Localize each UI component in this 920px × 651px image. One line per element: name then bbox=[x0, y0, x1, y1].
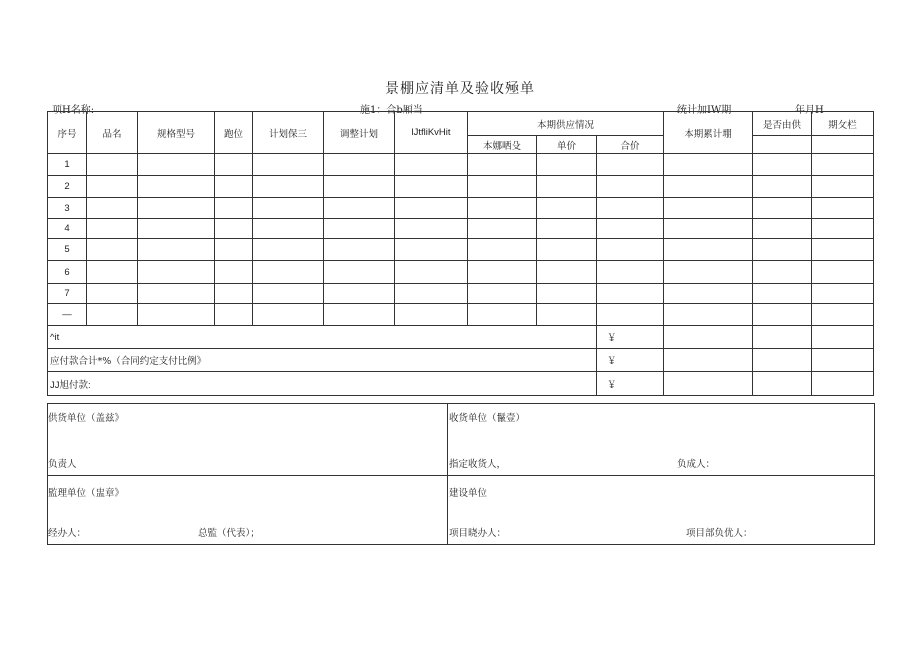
table-cell[interactable] bbox=[597, 261, 664, 284]
summary-cell[interactable] bbox=[812, 326, 874, 349]
table-row bbox=[48, 239, 874, 261]
table-cell[interactable] bbox=[253, 304, 324, 326]
table-body bbox=[48, 154, 874, 326]
summary-cell[interactable] bbox=[812, 349, 874, 372]
header-amount: 合价 bbox=[597, 136, 664, 154]
table-cell[interactable] bbox=[468, 198, 537, 219]
designated-receiver-label: 指定收货人， bbox=[449, 459, 507, 470]
header-unit: 跑位 bbox=[215, 112, 253, 154]
table-row bbox=[48, 304, 874, 326]
table-cell[interactable] bbox=[324, 198, 395, 219]
project-name-label: 项H名称: bbox=[52, 105, 95, 116]
table-cell[interactable] bbox=[468, 154, 537, 176]
table-cell[interactable] bbox=[537, 284, 597, 304]
table-cell[interactable] bbox=[87, 261, 138, 284]
table-cell[interactable] bbox=[664, 304, 753, 326]
table-cell[interactable] bbox=[537, 219, 597, 239]
header-unit-price: 单价 bbox=[537, 136, 597, 154]
table-row bbox=[48, 284, 874, 304]
table-cell[interactable] bbox=[324, 261, 395, 284]
table-cell[interactable] bbox=[753, 198, 812, 219]
header-adjust-plan: 调整计划 bbox=[324, 112, 395, 154]
signature-table bbox=[47, 403, 875, 545]
table-cell[interactable] bbox=[324, 176, 395, 198]
table-cell[interactable] bbox=[395, 154, 468, 176]
table-cell[interactable] bbox=[664, 176, 753, 198]
summary-cell[interactable] bbox=[664, 349, 753, 372]
table-cell[interactable] bbox=[138, 176, 215, 198]
table-cell[interactable] bbox=[138, 304, 215, 326]
table-cell[interactable] bbox=[468, 304, 537, 326]
table-cell[interactable] bbox=[597, 198, 664, 219]
table-row bbox=[48, 219, 874, 239]
header-current-supply: 本期供应情况 bbox=[468, 112, 664, 136]
table-cell[interactable] bbox=[812, 239, 874, 261]
project-handler-label: 项目晓办人： bbox=[449, 528, 507, 539]
table-row bbox=[48, 176, 874, 198]
table-cell[interactable] bbox=[395, 219, 468, 239]
table-cell[interactable] bbox=[253, 284, 324, 304]
summary-amount[interactable]: ￥ bbox=[597, 372, 664, 396]
table-cell[interactable] bbox=[812, 198, 874, 219]
table-cell[interactable] bbox=[253, 154, 324, 176]
table-cell[interactable] bbox=[395, 304, 468, 326]
table-cell[interactable] bbox=[537, 154, 597, 176]
supervisor-unit-label: 監理单位（盅章》 bbox=[48, 488, 125, 499]
row-seq: 2 bbox=[48, 176, 87, 198]
table-cell[interactable] bbox=[664, 198, 753, 219]
receiver-unit-label: 收货单位（鬣壹） bbox=[449, 413, 526, 424]
table-cell[interactable] bbox=[138, 219, 215, 239]
table-cell[interactable] bbox=[215, 239, 253, 261]
chief-supervisor-label: 总監（代表）； bbox=[198, 528, 260, 539]
table-cell[interactable] bbox=[753, 261, 812, 284]
table-cell[interactable] bbox=[812, 154, 874, 176]
supply-table bbox=[47, 111, 874, 396]
table-cell[interactable] bbox=[664, 154, 753, 176]
table-row bbox=[48, 261, 874, 284]
table-cell[interactable] bbox=[537, 198, 597, 219]
table-cell[interactable] bbox=[253, 198, 324, 219]
header-period-total: 本期累计堋 bbox=[664, 112, 753, 154]
table-cell[interactable] bbox=[324, 154, 395, 176]
table-cell[interactable] bbox=[324, 219, 395, 239]
summary-cell[interactable] bbox=[664, 372, 753, 396]
table-cell[interactable] bbox=[812, 284, 874, 304]
header-current-qty: 本娜哂殳 bbox=[468, 136, 537, 154]
header-spec: 规格型号 bbox=[138, 112, 215, 154]
date-label: 年月H bbox=[795, 105, 824, 116]
table-cell[interactable] bbox=[253, 239, 324, 261]
summary-label: ^it bbox=[48, 326, 597, 349]
table-cell[interactable] bbox=[753, 239, 812, 261]
summary-row bbox=[48, 326, 874, 349]
supervisor-signature-cell bbox=[48, 476, 448, 545]
table-cell[interactable] bbox=[537, 239, 597, 261]
table-row bbox=[48, 154, 874, 176]
row-seq: 3 bbox=[48, 198, 87, 219]
row-seq: 1 bbox=[48, 154, 87, 176]
table-cell[interactable] bbox=[395, 239, 468, 261]
header-seq: 序号 bbox=[48, 112, 87, 154]
supplier-signature-cell bbox=[48, 404, 448, 476]
table-cell[interactable] bbox=[215, 219, 253, 239]
table-cell[interactable] bbox=[215, 198, 253, 219]
handler-label: 经办人： bbox=[48, 528, 87, 539]
table-cell[interactable] bbox=[753, 219, 812, 239]
summary-cell[interactable] bbox=[753, 372, 812, 396]
table-cell[interactable] bbox=[324, 284, 395, 304]
receiver-signature-cell bbox=[448, 404, 875, 476]
table-cell[interactable] bbox=[468, 219, 537, 239]
table-cell[interactable] bbox=[468, 284, 537, 304]
supplier-label: 施1：合b厢当 bbox=[360, 105, 423, 116]
header-cumulative: lJtfliKvHit bbox=[395, 112, 468, 154]
summary-row bbox=[48, 372, 874, 396]
table-cell[interactable] bbox=[87, 154, 138, 176]
table-cell[interactable] bbox=[87, 239, 138, 261]
document-title: 景棚应清单及验收殛单 bbox=[385, 81, 535, 97]
table-cell[interactable] bbox=[215, 176, 253, 198]
table-cell[interactable] bbox=[597, 239, 664, 261]
table-cell[interactable] bbox=[597, 304, 664, 326]
table-cell[interactable] bbox=[324, 239, 395, 261]
summary-row bbox=[48, 349, 874, 372]
header-remark: 期攵栏 bbox=[812, 112, 874, 136]
table-cell[interactable] bbox=[537, 261, 597, 284]
summary-amount[interactable]: ￥ bbox=[597, 349, 664, 372]
construction-unit-label: 建设单位 bbox=[449, 488, 488, 499]
table-cell[interactable] bbox=[215, 261, 253, 284]
table-cell[interactable] bbox=[664, 239, 753, 261]
table-cell[interactable] bbox=[87, 219, 138, 239]
table-cell[interactable] bbox=[597, 176, 664, 198]
summary-body bbox=[48, 326, 874, 396]
table-cell[interactable] bbox=[597, 154, 664, 176]
table-cell[interactable] bbox=[664, 261, 753, 284]
table-cell[interactable] bbox=[215, 304, 253, 326]
row-seq: 6 bbox=[48, 261, 87, 284]
project-leader-label: 项目部负优人： bbox=[686, 528, 753, 539]
summary-cell[interactable] bbox=[812, 372, 874, 396]
header-plan-qty: 计划保三 bbox=[253, 112, 324, 154]
header-item-name: 品名 bbox=[87, 112, 138, 154]
table-cell[interactable] bbox=[597, 284, 664, 304]
table-cell[interactable] bbox=[138, 198, 215, 219]
supplier-person-label: 负责人 bbox=[48, 459, 77, 470]
table-cell[interactable] bbox=[664, 219, 753, 239]
header-on-schedule: 是否由供 bbox=[753, 112, 812, 136]
table-cell[interactable] bbox=[253, 176, 324, 198]
row-seq: 4 bbox=[48, 219, 87, 239]
table-cell[interactable] bbox=[138, 154, 215, 176]
table-cell[interactable] bbox=[87, 176, 138, 198]
table-cell[interactable] bbox=[753, 284, 812, 304]
table-cell[interactable] bbox=[537, 304, 597, 326]
table-cell[interactable] bbox=[753, 304, 812, 326]
table-row bbox=[48, 198, 874, 219]
table-cell[interactable] bbox=[253, 261, 324, 284]
table-cell[interactable] bbox=[395, 284, 468, 304]
table-cell[interactable] bbox=[395, 176, 468, 198]
table-cell[interactable] bbox=[753, 176, 812, 198]
table-cell[interactable] bbox=[812, 261, 874, 284]
supplier-unit-label: 供货单位（盖兹》 bbox=[48, 413, 125, 424]
construction-signature-cell bbox=[448, 476, 875, 545]
table-cell[interactable] bbox=[87, 304, 138, 326]
summary-cell[interactable] bbox=[664, 326, 753, 349]
receiver-person-label: 负成人： bbox=[677, 459, 716, 470]
table-cell[interactable] bbox=[537, 176, 597, 198]
stat-period-label: 统计加IW期 bbox=[677, 105, 732, 116]
table-cell[interactable] bbox=[138, 284, 215, 304]
table-cell[interactable] bbox=[395, 261, 468, 284]
summary-amount[interactable]: ￥ bbox=[597, 326, 664, 349]
summary-label: JJ旭付款: bbox=[48, 372, 597, 396]
table-cell[interactable] bbox=[664, 284, 753, 304]
summary-cell[interactable] bbox=[753, 326, 812, 349]
table-cell[interactable] bbox=[215, 154, 253, 176]
table-cell[interactable] bbox=[468, 239, 537, 261]
summary-cell[interactable] bbox=[753, 349, 812, 372]
table-cell[interactable] bbox=[468, 176, 537, 198]
table-cell[interactable] bbox=[597, 219, 664, 239]
row-seq: 7 bbox=[48, 284, 87, 304]
table-cell[interactable] bbox=[87, 284, 138, 304]
table-cell[interactable] bbox=[468, 261, 537, 284]
table-cell[interactable] bbox=[812, 304, 874, 326]
table-cell[interactable] bbox=[138, 261, 215, 284]
table-cell[interactable] bbox=[753, 154, 812, 176]
table-cell[interactable] bbox=[215, 284, 253, 304]
row-seq: 5 bbox=[48, 239, 87, 261]
row-seq: — bbox=[48, 304, 87, 326]
table-cell[interactable] bbox=[324, 304, 395, 326]
table-cell[interactable] bbox=[395, 198, 468, 219]
summary-label: 应付款合计*%（合同约定支付比例》 bbox=[48, 349, 597, 372]
table-cell[interactable] bbox=[253, 219, 324, 239]
table-cell[interactable] bbox=[812, 176, 874, 198]
table-cell[interactable] bbox=[138, 239, 215, 261]
table-cell[interactable] bbox=[812, 219, 874, 239]
table-cell[interactable] bbox=[87, 198, 138, 219]
